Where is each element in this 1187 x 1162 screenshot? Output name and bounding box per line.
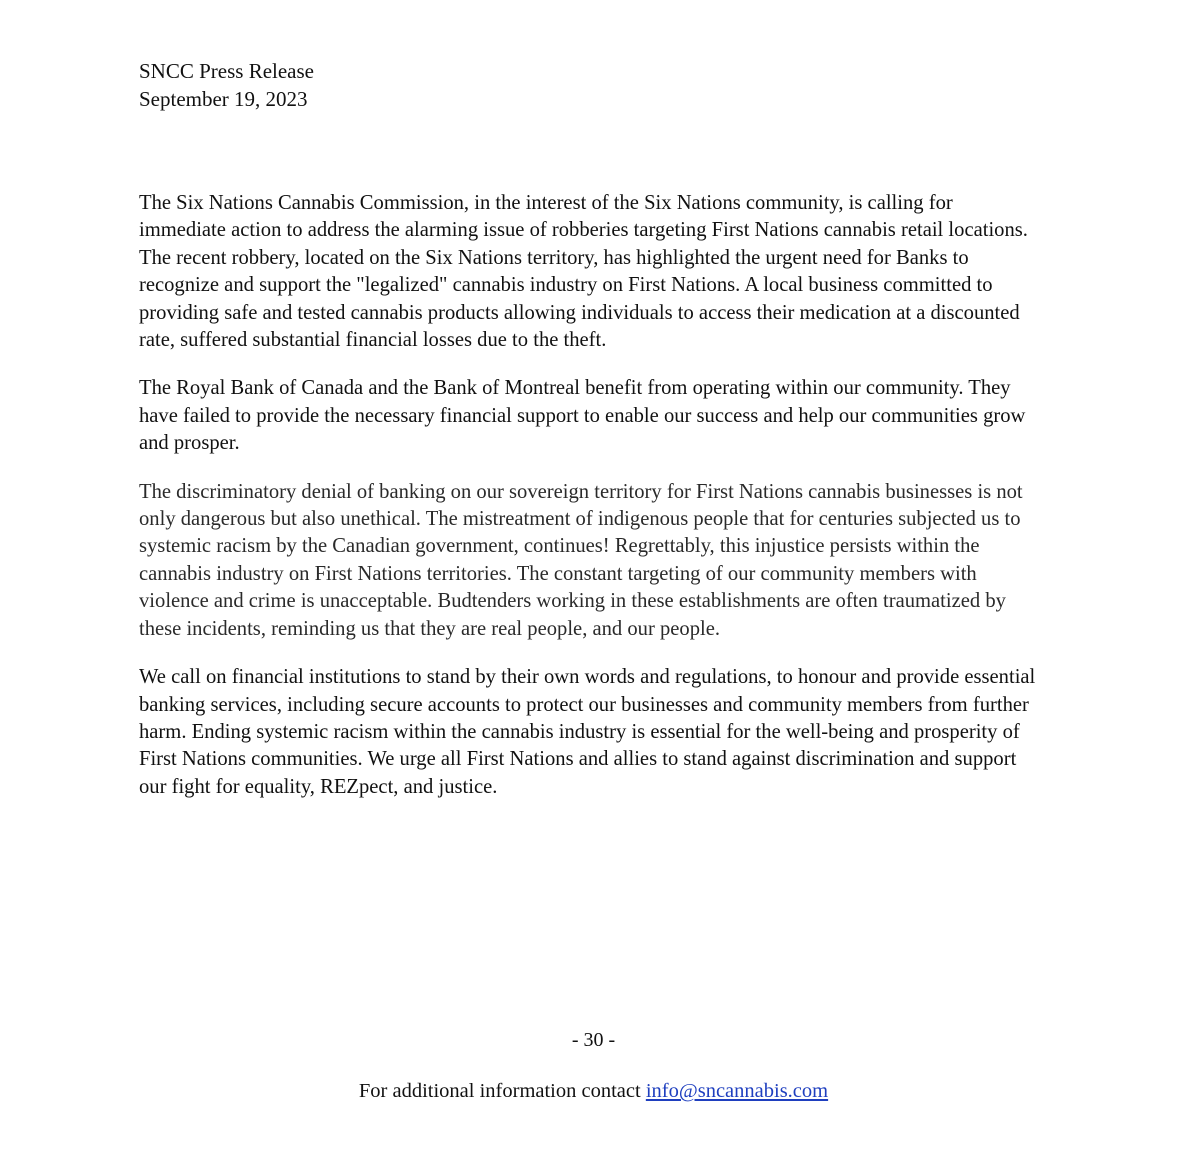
contact-footer — [0, 1077, 1187, 1105]
paragraph-1: The Six Nations Cannabis Commission, in the interest of the Six Nations community, is calling for immediate action to address the alarming issue of robberies targeting First Nations cannabis retail locations. The recent robbery, located on the Six Nations territory, has highlighted the urgent need for Banks to recognize and support the "legalized" cannabis industry on First Nations. A local business committed to providing safe and tested cannabis products allowing individuals to access their medication at a discounted rate, suffered substantial financial losses due to the theft. — [139, 192, 1028, 352]
release-date: September 19, 2023 — [139, 87, 308, 111]
page-number: - 30 - — [571, 1029, 616, 1051]
release-title: SNCC Press Release — [139, 59, 314, 83]
press-release-header — [139, 57, 314, 113]
release-body — [139, 190, 1039, 822]
contact-email-link[interactable]: info@sncannabis.com — [645, 1080, 829, 1102]
paragraph-4: We call on financial institutions to stand by their own words and regulations, to honour and provide essential banking services, including secure accounts to protect our businesses and community members from further harm. Ending systemic racism within the cannabis industry is essential for the well-being and prosperity of First Nations communities. We urge all First Nations and allies to stand against discrimination and support our fight for equality, REZpect, and justice. — [139, 666, 1036, 798]
contact-text: For additional information contact — [358, 1080, 641, 1102]
paragraph-2: The Royal Bank of Canada and the Bank of Montreal benefit from operating within our community. They have failed to provide the necessary financial support to enable our success and help our communities grow and prosper. — [139, 377, 1026, 455]
paragraph-3: The discriminatory denial of banking on our sovereign territory for First Nations cannabis businesses is not only dangerous but also unethical. The mistreatment of indigenous people that for centuries subjected us to systemic racism by the Canadian government, continues! Regrettably, this injustice persists within the cannabis industry on First Nations territories. The constant targeting of our community members with violence and crime is unacceptable. Budtenders working in these establishments are often traumatized by these incidents, reminding us that they are real people, and our people. — [139, 480, 1023, 640]
